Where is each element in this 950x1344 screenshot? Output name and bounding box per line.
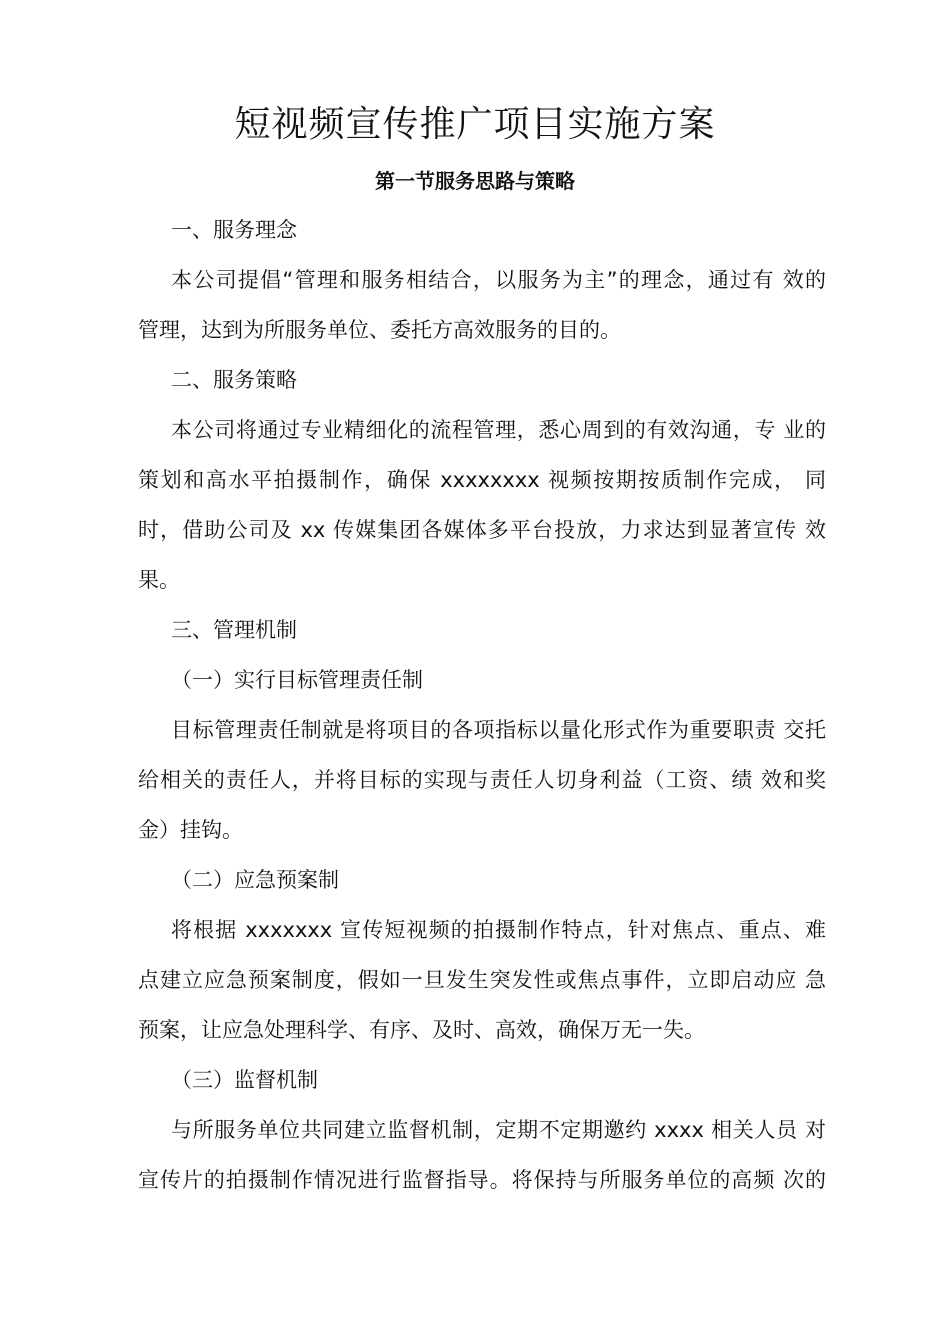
subheading-emergency-plan: （二）应急预案制: [171, 868, 339, 892]
document-title: 短视频宣传推广项目实施方案: [234, 104, 716, 145]
section-title: 第一节服务思路与策略: [375, 169, 575, 193]
subheading-supervision: （三）监督机制: [171, 1068, 318, 1092]
paragraph-line: 管理，达到为所服务单位、委托方高效服务的目的。: [138, 318, 621, 342]
paragraph-line: 本公司提倡“管理和服务相结合，以服务为主”的理念，通过有 效的: [171, 268, 826, 292]
heading-service-strategy: 二、服务策略: [171, 368, 297, 392]
paragraph-line: 果。: [138, 568, 180, 592]
subheading-target-responsibility: （一）实行目标管理责任制: [171, 668, 423, 692]
paragraph-line: 将根据 xxxxxxx 宣传短视频的拍摄制作特点，针对焦点、重点、难: [171, 918, 826, 942]
paragraph-line: 策划和高水平拍摄制作，确保 xxxxxxxx 视频按期按质制作完成， 同: [138, 468, 826, 492]
paragraph-line: 给相关的责任人，并将目标的实现与责任人切身利益（工资、绩 效和奖: [138, 768, 826, 792]
heading-service-concept: 一、服务理念: [171, 218, 297, 242]
paragraph-line: 金）挂钩。: [138, 818, 243, 842]
paragraph-line: 本公司将通过专业精细化的流程管理，悉心周到的有效沟通，专 业的: [171, 418, 826, 442]
heading-management-mechanism: 三、管理机制: [171, 618, 297, 642]
paragraph-line: 与所服务单位共同建立监督机制，定期不定期邀约 xxxx 相关人员 对: [171, 1118, 826, 1142]
paragraph-line: 目标管理责任制就是将项目的各项指标以量化形式作为重要职责 交托: [171, 718, 826, 742]
paragraph-line: 时，借助公司及 xx 传媒集团各媒体多平台投放，力求达到显著宣传 效: [138, 518, 826, 542]
paragraph-line: 宣传片的拍摄制作情况进行监督指导。将保持与所服务单位的高频 次的: [138, 1168, 826, 1192]
paragraph-line: 预案，让应急处理科学、有序、及时、高效，确保万无一失。: [138, 1018, 705, 1042]
paragraph-line: 点建立应急预案制度，假如一旦发生突发性或焦点事件，立即启动应 急: [138, 968, 826, 992]
